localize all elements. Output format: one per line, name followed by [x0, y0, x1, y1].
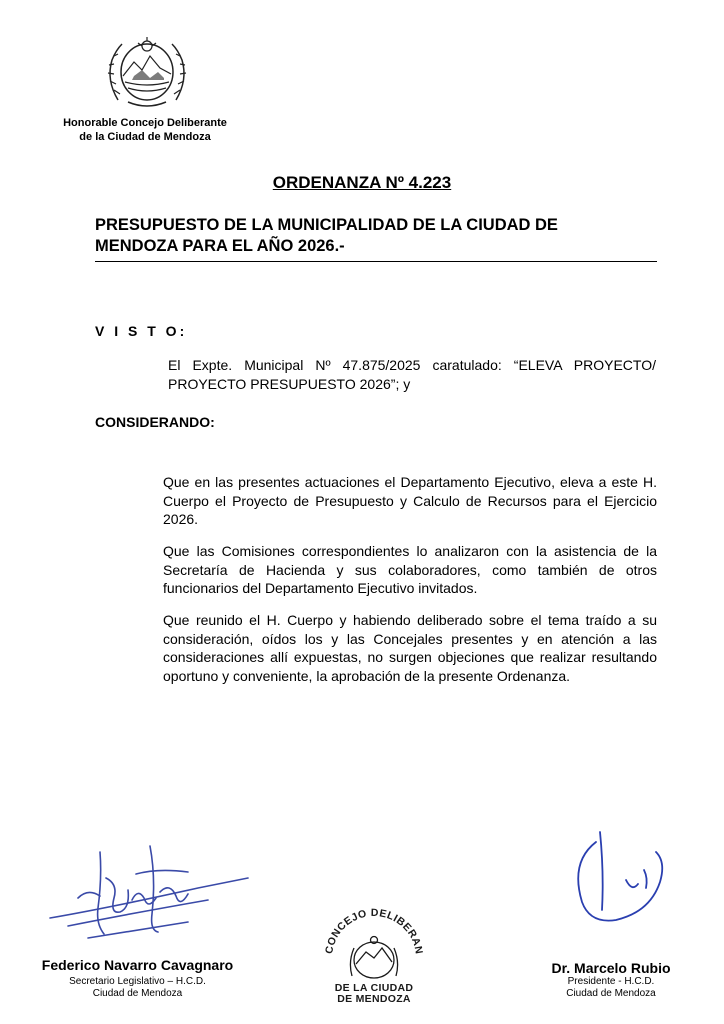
institution-line-2: de la Ciudad de Mendoza — [79, 131, 211, 143]
signatory-right-role: Presidente - H.C.D. — [567, 976, 655, 987]
signature-left — [48, 838, 253, 950]
subject-line-2: MENDOZA PARA EL AÑO 2026.- — [95, 237, 345, 255]
signatory-left-city: Ciudad de Mendoza — [92, 988, 183, 999]
signatory-left-title — [10, 976, 265, 1000]
subject-divider — [95, 261, 657, 262]
signature-right — [560, 822, 680, 932]
institution-line-1: Honorable Concejo Deliberante — [63, 117, 227, 129]
ordinance-title: ORDENANZA Nº 4.223 — [272, 173, 452, 192]
considerando-paragraph-1: Que en las presentes actuaciones el Departamento Ejecutivo, eleva a este H. Cuerpo el Proyecto de Presupuesto y Calculo de Recursos para el Ejercicio 2026. — [163, 474, 657, 527]
seal-text-top: CONCEJO DELIBERAN — [323, 906, 425, 956]
svg-text:H. CONCEJO DELIBERANTE — [318, 888, 425, 958]
considerando-paragraph-2: Que las Comisiones correspondientes lo analizaron con la asistencia de la Secretaría de Hacienda y sus colaboradores, como también de otros funcionarios del Departamento Ejecutivo invitados. — [163, 543, 657, 596]
considerando-paragraph-3: Que reunido el H. Cuerpo y habiendo deliberado sobre el tema traído a su consideración, oídos los y las Concejales presentes y en atención a las consideraciones allí expuestas, no surgen objeciones que realizar resultando oportuno y conveniente, la aprobación de la presente Ordenanza. — [163, 612, 657, 684]
subject-line-1: PRESUPUESTO DE LA MUNICIPALIDAD DE LA CIUDAD DE — [95, 216, 558, 234]
signatory-left-name: Federico Navarro Cavagnaro — [41, 957, 234, 973]
considerando-heading: CONSIDERANDO: — [95, 414, 215, 430]
seal-text-bottom-1: DE LA CIUDAD — [334, 982, 414, 994]
signatory-right-city: Ciudad de Mendoza — [566, 988, 656, 999]
official-seal — [318, 888, 430, 1006]
visto-text: El Expte. Municipal Nº 47.875/2025 caratulado: “ELEVA PROYECTO/ PROYECTO PRESUPUESTO 2026”; y — [168, 357, 656, 392]
municipal-crest-logo — [98, 30, 196, 114]
institution-name — [40, 116, 250, 144]
signatory-right-name: Dr. Marcelo Rubio — [551, 960, 671, 976]
seal-text-bottom-2: DE MENDOZA — [337, 993, 411, 1005]
ordinance-subject — [95, 215, 657, 257]
signatory-left-role: Secretario Legislativo – H.C.D. — [69, 976, 206, 987]
signatory-right-title — [536, 976, 686, 1000]
visto-heading: V I S T O: — [95, 323, 188, 339]
